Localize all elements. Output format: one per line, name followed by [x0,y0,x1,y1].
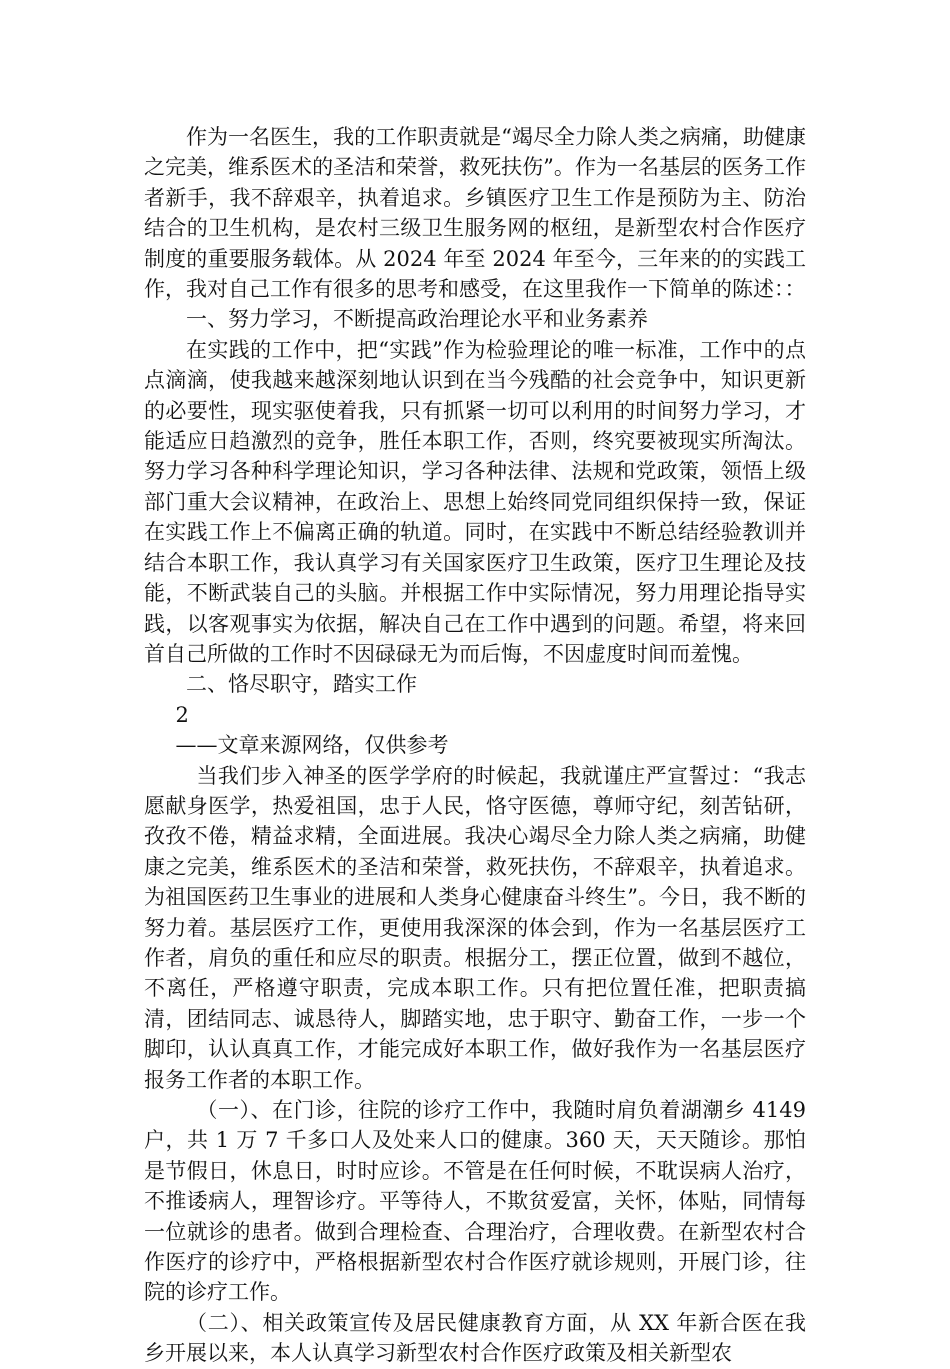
document-body [144,122,806,1369]
section-heading-1: 一、努力学习，不断提高政治理论水平和业务素养 [186,307,648,332]
page-number: 2 [175,702,189,727]
study-paragraph: 在实践的工作中，把“实践”作为检验理论的唯一标准，工作中的点点滴滴，使我越来越深刻地认识到在当今残酷的社会竞争中，知识更新的必要性，现实驱使着我，只有抓紧一切可以利用的时间努力学习，才能适应日趋激烈的竞争，胜任本职工作，否则，终究要被现实所淘汰。努力学习各种科学理论知识，学习各种法律、法规和党政策，领悟上级部门重大会议精神，在政治上、思想上始终同党同组织保持一致，保证在实践工作上不偏离正确的轨道。同时，在实践中不断总结经验教训并结合本职工作，我认真学习有关国家医疗卫生政策，医疗卫生理论及技能，不断武装自己的头脑。并根据工作中实际情况，努力用理论指导实践，以客观事实为依据，解决自己在工作中遇到的问题。希望，将来回首自己所做的工作时不因碌碌无为而后悔，不因虚度时间而羞愧。 [144,337,806,666]
policy-paragraph: （二）、相关政策宣传及居民健康教育方面，从 XX 年新合医在我乡开展以来，本人认真学习新型农村合作医疗政策及相关新型农 [144,1310,806,1366]
clinic-paragraph: （一）、在门诊，往院的诊疗工作中，我随时肩负着湖潮乡 4149 户，共 1 万 7 千多口人及处来人口的健康。360 天，天天随诊。那怕是节假日，休息日，时时应诊。不管是在任何时候，不耽误病人治疗，不推诿病人，理智诊疗。平等待人，不欺贫爱富，关怀，体贴，同情每一位就诊的患者。做到合理检查、合理治疗，合理收费。在新型农村合作医疗的诊疗中，严格根据新型农村合作医疗就诊规则，开展门诊，往院的诊疗工作。 [144,1098,806,1305]
oath-paragraph: 当我们步入神圣的医学学府的时候起，我就谨庄严宣誓过：“我志愿献身医学，热爱祖国，忠于人民，恪守医德，尊师守纪，刻苦钻研，孜孜不倦，精益求精，全面进展。我决心竭尽全力除人类之病痛，助健康之完美，维系医术的圣洁和荣誉，救死扶伤，不辞艰辛，执着追求。为祖国医药卫生事业的进展和人类身心健康奋斗终生”。今日，我不断的努力着。基层医疗工作，更使用我深深的体会到，作为一名基层医疗工作者，肩负的重任和应尽的职责。根据分工，摆正位置，做到不越位，不离任，严格遵守职责，完成本职工作。只有把位置任准，把职责搞清，团结同志、诚恳待人，脚踏实地，忠于职守、勤奋工作，一步一个脚印，认认真真工作，才能完成好本职工作，做好我作为一名基层医疗报务工作者的本职工作。 [144,763,806,1092]
intro-paragraph: 作为一名医生，我的工作职责就是“竭尽全力除人类之病痛，助健康之完美，维系医术的圣洁和荣誉，救死扶伤”。作为一名基层的医务工作者新手，我不辞艰辛，执着追求。乡镇医疗卫生工作是预防为主、防治结合的卫生机构，是农村三级卫生服务网的枢纽，是新型农村合作医疗制度的重要服务载体。从 2024 年至 2024 年至今，三年来的的实践工作，我对自己工作有很多的思考和感受，在这里我作一下简单的陈述：： [144,125,806,302]
section-heading-2: 二、恪尽职守，踏实工作 [186,672,417,697]
source-note: ——文章来源网络，仅供参考 [175,733,449,758]
